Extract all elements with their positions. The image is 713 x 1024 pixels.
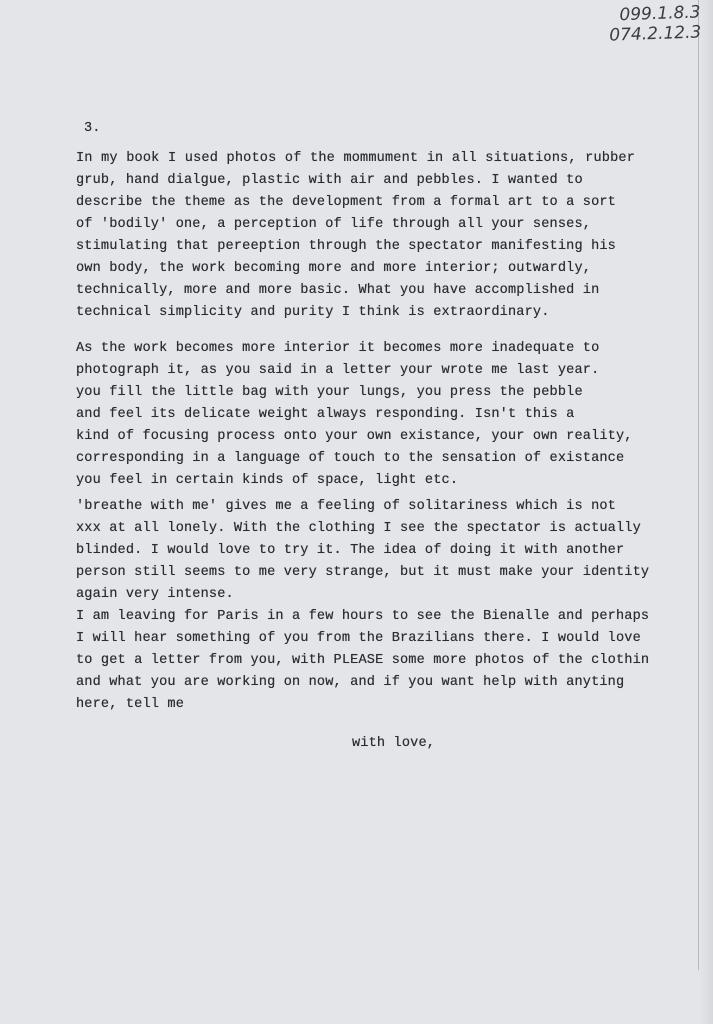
archive-reference-line-2: 074.2.12.3 (609, 22, 702, 46)
text-line: technical simplicity and purity I think is extraordinary. (76, 305, 550, 320)
text-line: xxx at all lonely. With the clothing I see the spectator is actually (76, 521, 641, 536)
text-line: describe the theme as the development from a formal art to a sort (76, 195, 616, 210)
closing-salutation: with love, (352, 736, 436, 751)
text-line: technically, more and more basic. What you have accomplished in (76, 283, 600, 298)
text-line: again very intense. (76, 587, 234, 602)
paragraph-1 (76, 148, 635, 324)
text-line: own body, the work becoming more and more interior; outwardly, (76, 261, 592, 276)
page-number: 3. (84, 121, 101, 136)
text-line: photograph it, as you said in a letter your wrote me last year. (76, 363, 600, 378)
text-line: here, tell me (76, 697, 184, 712)
text-line: and what you are working on now, and if you want help with anyting (76, 675, 625, 690)
paper-edge-shadow (699, 0, 713, 1024)
text-line: blinded. I would love to try it. The idea of doing it with another (76, 543, 625, 558)
text-line: corresponding in a language of touch to the sensation of existance (76, 451, 625, 466)
text-line: you feel in certain kinds of space, light etc. (76, 473, 459, 488)
archive-reference-line-1: 099.1.8.3 (619, 2, 701, 26)
text-line: you fill the little bag with your lungs, you press the pebble (76, 385, 583, 400)
text-line: and feel its delicate weight always responding. Isn't this a (76, 407, 575, 422)
text-line: As the work becomes more interior it becomes more inadequate to (76, 341, 600, 356)
text-line: kind of focusing process onto your own existance, your own reality, (76, 429, 633, 444)
text-line: 'breathe with me' gives me a feeling of solitariness which is not (76, 499, 616, 514)
archive-reference (608, 2, 701, 45)
text-line: person still seems to me very strange, but it must make your identity (76, 565, 650, 580)
paragraph-2 (76, 338, 633, 492)
paragraph-3 (76, 496, 649, 716)
text-line: I am leaving for Paris in a few hours to see the Bienalle and perhaps (76, 609, 650, 624)
paper-edge-line (698, 0, 699, 970)
text-line: grub, hand dialgue, plastic with air and pebbles. I wanted to (76, 173, 583, 188)
text-line: I will hear something of you from the Brazilians there. I would love (76, 631, 641, 646)
text-line: to get a letter from you, with PLEASE some more photos of the clothin (76, 653, 650, 668)
text-line: In my book I used photos of the mommument in all situations, rubber (76, 151, 636, 166)
text-line: of 'bodily' one, a perception of life through all your senses, (76, 217, 592, 232)
text-line: stimulating that pereeption through the spectator manifesting his (76, 239, 616, 254)
